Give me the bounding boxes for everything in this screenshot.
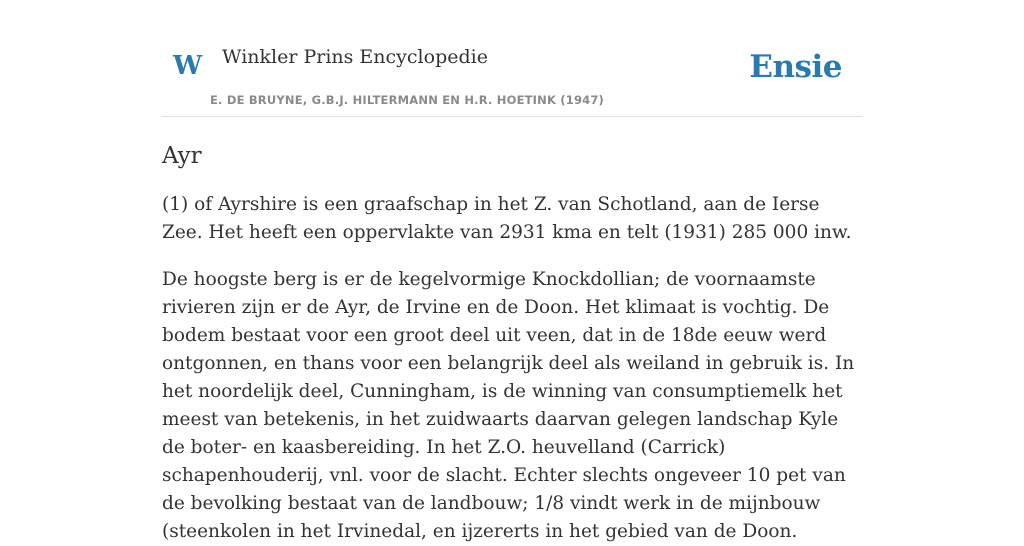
encyclopedia-authors: E. DE BRUYNE, G.B.J. HILTERMANN EN H.R. HOETINK (1947): [210, 93, 605, 107]
article-paragraph-1: (1) of Ayrshire is een graafschap in het Z. van Schotland, aan de Ierse Zee. Het heeft een oppervlakte van 2931 kma en telt (1931) 285 000 inw.: [162, 194, 852, 243]
encyclopedia-logo-icon[interactable]: W: [173, 51, 203, 81]
site-header: [162, 0, 862, 117]
encyclopedia-title[interactable]: Winkler Prins Encyclopedie: [222, 46, 488, 68]
article-title: Ayr: [162, 143, 202, 169]
article-paragraph-2: De hoogste berg is er de kegelvormige Knockdollian; de voornaamste rivieren zijn er de Ayr, de Irvine en de Doon. Het klimaat is vochtig. De bodem bestaat voor een groot deel uit veen, dat in de 18de eeuw werd ontgonnen, en thans voor een belangrijk deel als weiland in gebruik is. In het noordelijk deel, Cunningham, is de winning van consumptiemelk het meest van betekenis, in het zuidwaarts daarvan gelegen landschap Kyle de boter- en kaasbereiding. In het Z.O. heuvelland (Carrick) schapenhouderij, vnl. voor de slacht. Echter slechts ongeveer 10 pet van de bevolking bestaat van de landbouw; 1/8 vindt werk in de mijnbouw (steenkolen in het Irvinedal, en ijzererts in het gebied van de Doon.: [162, 269, 855, 542]
main-content: [162, 0, 862, 546]
ensie-logo-link[interactable]: Ensie: [749, 49, 842, 85]
